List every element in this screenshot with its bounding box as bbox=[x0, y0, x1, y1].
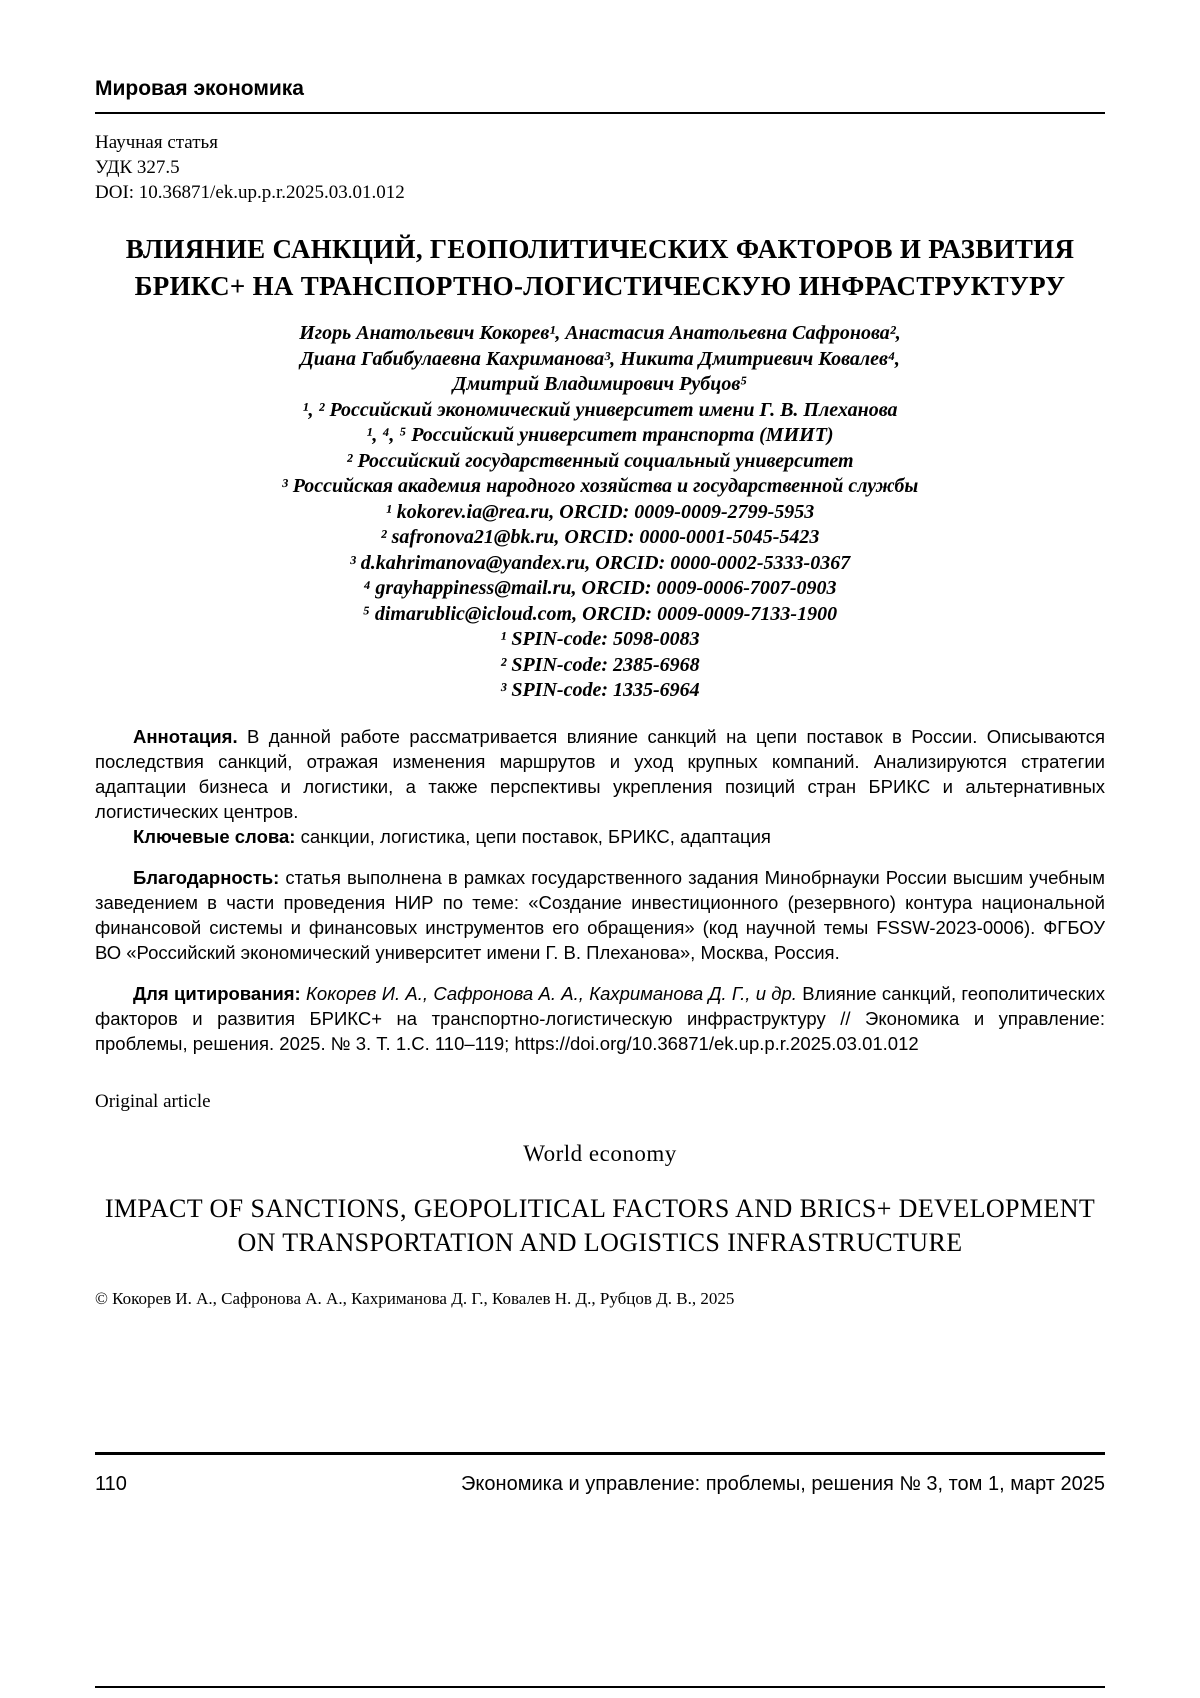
affiliation-line: ¹, ² Российский экономический университет имени Г. В. Плеханова bbox=[302, 398, 898, 421]
article-title-ru: ВЛИЯНИЕ САНКЦИЙ, ГЕОПОЛИТИЧЕСКИХ ФАКТОРОВ И РАЗВИТИЯ БРИКС+ НА ТРАНСПОРТНО-ЛОГИСТИЧЕСКУЮ ИНФРАСТРУКТУРУ bbox=[125, 234, 1075, 301]
contact-line: ² safronova21@bk.ru, ORCID: 0000-0001-5045-5423 bbox=[380, 526, 820, 548]
contact-line: ⁵ dimarublic@icloud.com, ORCID: 0009-0009-7133-1900 bbox=[362, 602, 838, 625]
acknowledgment-label: Благодарность: bbox=[133, 866, 280, 888]
citation-paragraph bbox=[95, 981, 1105, 1056]
journal-title: Экономика и управление: проблемы, решения № 3, том 1, март 2025 bbox=[461, 1473, 1105, 1495]
page-number: 110 bbox=[95, 1473, 127, 1495]
authors-line: Игорь Анатольевич Кокорев¹, Анастасия Анатольевна Сафронова², bbox=[299, 322, 901, 344]
abstract-label: Аннотация. bbox=[133, 725, 238, 747]
spin-code-line: ² SPIN-code: 2385-6968 bbox=[500, 653, 700, 676]
keywords-paragraph bbox=[95, 824, 1105, 849]
article-type: Научная статья bbox=[95, 132, 218, 153]
section-header-ru: Мировая экономика bbox=[95, 77, 304, 100]
keywords-label: Ключевые слова: bbox=[133, 825, 296, 847]
footer-row bbox=[95, 1473, 1105, 1496]
affiliation-line: ² Российский государственный социальный университет bbox=[346, 449, 854, 472]
footer-rule bbox=[95, 1452, 1105, 1455]
udk-number: УДК 327.5 bbox=[95, 157, 180, 178]
spin-code-line: ³ SPIN-code: 1335-6964 bbox=[500, 679, 700, 701]
keywords-text: санкции, логистика, цепи поставок, БРИКС, адаптация bbox=[300, 825, 771, 847]
contact-line: ¹ kokorev.ia@rea.ru, ORCID: 0009-0009-2799-5953 bbox=[385, 500, 815, 523]
acknowledgment-paragraph bbox=[95, 865, 1105, 965]
spin-code-line: ¹ SPIN-code: 5098-0083 bbox=[500, 628, 700, 650]
affiliation-line: ¹, ⁴, ⁵ Российский университет транспорта (МИИТ) bbox=[366, 424, 834, 446]
acknowledgment-text: статья выполнена в рамках государственного задания Минобрнауки России высшим учебным заведением в части проведения НИР по теме: «Создание инвестиционного (резервного) контура национальной финансовой системы и финансовых инструментов его обращения» (код научной темы FSSW-2023-0006). ФГБОУ ВО «Российский экономический университет имени Г. В. Плеханова», Москва, Россия. bbox=[95, 866, 1105, 963]
header-rule bbox=[95, 112, 1105, 114]
citation-authors: Кокорев И. А., Сафронова А. А., Кахриманова Д. Г., и др. bbox=[306, 982, 797, 1004]
section-header-en: World economy bbox=[523, 1140, 677, 1166]
copyright-line: © Кокорев И. А., Сафронова А. А., Кахриманова Д. Г., Ковалев Н. Д., Рубцов Д. В., 2025 bbox=[95, 1288, 735, 1308]
abstract-paragraph bbox=[95, 724, 1105, 824]
bottom-rule bbox=[95, 1686, 1105, 1688]
citation-label: Для цитирования: bbox=[133, 982, 301, 1004]
doi-line: DOI: 10.36871/ek.up.p.r.2025.03.01.012 bbox=[95, 182, 405, 203]
original-article-label: Original article bbox=[95, 1090, 211, 1112]
article-meta bbox=[95, 130, 1105, 205]
affiliation-line: ³ Российская академия народного хозяйства и государственной службы bbox=[281, 475, 919, 497]
page-footer bbox=[95, 1452, 1105, 1496]
authors-line: Диана Габибулаевна Кахриманова³, Никита Дмитриевич Ковалев⁴, bbox=[300, 347, 900, 370]
citation-text: Влияние санкций, геополитических факторов и развития БРИКС+ на транспортно-логистическую инфраструктуру // Экономика и управление: проблемы, решения. 2025. № 3. Т. 1.С. 110–119; https://doi.org/10.36871/ek.up.p.r.2025.03.01.012 bbox=[95, 982, 1106, 1054]
authors-line: Дмитрий Владимирович Рубцов⁵ bbox=[452, 373, 748, 395]
abstract-text: В данной работе рассматривается влияние санкций на цепи поставок в России. Описываются последствия санкций, отражая изменения маршрутов и уход крупных компаний. Анализируются стратегии адаптации бизнеса и логистики, а также перспективы укрепления позиций стран БРИКС и альтернативных логистических центров. bbox=[95, 725, 1106, 822]
article-title-en: IMPACT OF SANCTIONS, GEOPOLITICAL FACTORS AND BRICS+ DEVELOPMENT ON TRANSPORTATION AND LOGISTICS INFRASTRUCTURE bbox=[104, 1193, 1096, 1257]
contact-line: ⁴ grayhappiness@mail.ru, ORCID: 0009-0006-7007-0903 bbox=[363, 577, 837, 599]
authors-block bbox=[95, 321, 1105, 704]
contact-line: ³ d.kahrimanova@yandex.ru, ORCID: 0000-0002-5333-0367 bbox=[349, 551, 851, 574]
